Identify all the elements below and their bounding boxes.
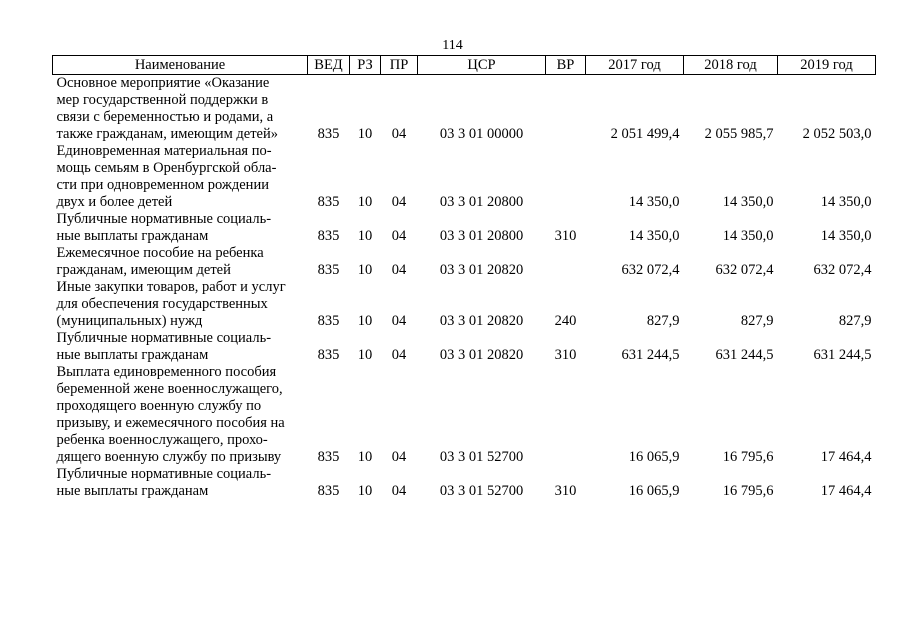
row-vr: 310 <box>554 483 577 499</box>
row-2019: 631 244,5 <box>813 347 872 363</box>
table-row <box>53 245 876 279</box>
row-2017: 14 350,0 <box>628 228 680 244</box>
row-pr: 04 <box>391 313 407 329</box>
row-csr: 03 3 01 52700 <box>439 449 524 465</box>
row-vr <box>546 245 586 279</box>
row-name-line: (муниципальных) нужд <box>56 313 203 329</box>
row-pr: 04 <box>391 449 407 465</box>
row-name-line: Публичные нормативные социаль- <box>56 211 272 227</box>
table-body <box>53 75 876 501</box>
row-name-line: ребенка военнослужащего, прохо- <box>56 432 268 448</box>
row-2019: 17 464,4 <box>820 483 872 499</box>
row-name-line: Выплата единовременного пособия <box>56 364 277 380</box>
row-name <box>53 364 308 466</box>
table-row <box>53 279 876 330</box>
header-rz: РЗ <box>350 56 381 75</box>
header-2017: 2017 год <box>586 56 684 75</box>
page-number: 114 <box>442 38 463 53</box>
row-2017: 16 065,9 <box>628 449 680 465</box>
row-vr: 310 <box>554 228 577 244</box>
row-pr: 04 <box>391 347 407 363</box>
row-csr: 03 3 01 20800 <box>439 228 524 244</box>
row-name-line: Иные закупки товаров, работ и услуг <box>56 279 286 295</box>
row-rz: 10 <box>357 228 373 244</box>
row-name <box>53 466 308 500</box>
row-2018: 14 350,0 <box>722 228 774 244</box>
row-2019: 827,9 <box>838 313 872 329</box>
row-name-line: сти при одновременном рождении <box>56 177 269 193</box>
row-ved: 835 <box>317 449 340 465</box>
row-2017: 632 072,4 <box>621 262 680 278</box>
row-name-line: Публичные нормативные социаль- <box>56 330 272 346</box>
row-2018: 631 244,5 <box>715 347 774 363</box>
row-name-line: дящего военную службу по призыву <box>56 449 282 465</box>
row-vr: 240 <box>554 313 577 329</box>
row-name <box>53 330 308 364</box>
table-row <box>53 143 876 211</box>
row-rz: 10 <box>357 449 373 465</box>
row-name-line: для обеспечения государственных <box>56 296 268 312</box>
row-rz: 10 <box>357 483 373 499</box>
table-row <box>53 211 876 245</box>
row-name <box>53 279 308 330</box>
header-ved: ВЕД <box>308 56 350 75</box>
row-ved: 835 <box>317 126 340 142</box>
row-name-line: связи с беременностью и родами, а <box>56 109 274 125</box>
row-rz: 10 <box>357 313 373 329</box>
row-name-line: ные выплаты гражданам <box>56 228 209 244</box>
row-rz: 10 <box>357 126 373 142</box>
header-2019: 2019 год <box>778 56 876 75</box>
row-2018: 632 072,4 <box>715 262 774 278</box>
budget-table <box>52 55 876 500</box>
row-ved: 835 <box>317 313 340 329</box>
row-name-line: беременной жене военнослужащего, <box>56 381 283 397</box>
row-csr: 03 3 01 20820 <box>439 262 524 278</box>
row-name-line: мощь семьям в Оренбургской обла- <box>56 160 277 176</box>
row-2018: 14 350,0 <box>722 194 774 210</box>
row-2017: 14 350,0 <box>628 194 680 210</box>
row-rz: 10 <box>357 262 373 278</box>
row-csr: 03 3 01 20820 <box>439 313 524 329</box>
row-name-line: двух и более детей <box>56 194 173 210</box>
row-ved: 835 <box>317 483 340 499</box>
row-rz: 10 <box>357 194 373 210</box>
row-ved: 835 <box>317 347 340 363</box>
row-2018: 16 795,6 <box>722 483 774 499</box>
row-vr: 310 <box>554 347 577 363</box>
row-name-line: мер государственной поддержки в <box>56 92 269 108</box>
row-pr: 04 <box>391 228 407 244</box>
header-csr: ЦСР <box>418 56 546 75</box>
row-name-line: ные выплаты гражданам <box>56 347 209 363</box>
header-2018: 2018 год <box>684 56 778 75</box>
row-2018: 2 055 985,7 <box>704 126 774 142</box>
row-2019: 2 052 503,0 <box>802 126 872 142</box>
table-header-row <box>53 56 876 75</box>
row-ved: 835 <box>317 228 340 244</box>
row-name <box>53 75 308 144</box>
row-2019: 14 350,0 <box>820 194 872 210</box>
header-pr: ПР <box>381 56 418 75</box>
row-pr: 04 <box>391 126 407 142</box>
row-2017: 2 051 499,4 <box>610 126 680 142</box>
row-2019: 14 350,0 <box>820 228 872 244</box>
row-2019: 632 072,4 <box>813 262 872 278</box>
row-name-line: Единовременная материальная по- <box>56 143 272 159</box>
row-name <box>53 211 308 245</box>
row-name-line: призыву, и ежемесячного пособия на <box>56 415 285 431</box>
table-row <box>53 75 876 144</box>
row-name-line: ные выплаты гражданам <box>56 483 209 499</box>
row-ved: 835 <box>317 262 340 278</box>
row-pr: 04 <box>391 262 407 278</box>
row-csr: 03 3 01 00000 <box>439 126 524 142</box>
row-pr: 04 <box>391 194 407 210</box>
row-vr <box>546 75 586 144</box>
row-name-line: проходящего военную службу по <box>56 398 262 414</box>
table-row <box>53 466 876 500</box>
row-2018: 827,9 <box>740 313 774 329</box>
row-rz: 10 <box>357 347 373 363</box>
row-name-line: Ежемесячное пособие на ребенка <box>56 245 264 261</box>
table-row <box>53 330 876 364</box>
row-csr: 03 3 01 52700 <box>439 483 524 499</box>
header-vr: ВР <box>546 56 586 75</box>
row-name <box>53 143 308 211</box>
row-name-line: Публичные нормативные социаль- <box>56 466 272 482</box>
row-csr: 03 3 01 20820 <box>439 347 524 363</box>
row-2017: 16 065,9 <box>628 483 680 499</box>
header-name: Наименование <box>53 56 308 75</box>
row-csr: 03 3 01 20800 <box>439 194 524 210</box>
row-pr: 04 <box>391 483 407 499</box>
row-2018: 16 795,6 <box>722 449 774 465</box>
row-vr <box>546 364 586 466</box>
row-vr <box>546 143 586 211</box>
row-name <box>53 245 308 279</box>
row-2017: 631 244,5 <box>621 347 680 363</box>
row-2019: 17 464,4 <box>820 449 872 465</box>
row-name-line: Основное мероприятие «Оказание <box>56 75 270 91</box>
row-name-line: также гражданам, имеющим детей» <box>56 126 278 142</box>
row-ved: 835 <box>317 194 340 210</box>
row-name-line: гражданам, имеющим детей <box>56 262 231 278</box>
row-2017: 827,9 <box>646 313 680 329</box>
table-row <box>53 364 876 466</box>
